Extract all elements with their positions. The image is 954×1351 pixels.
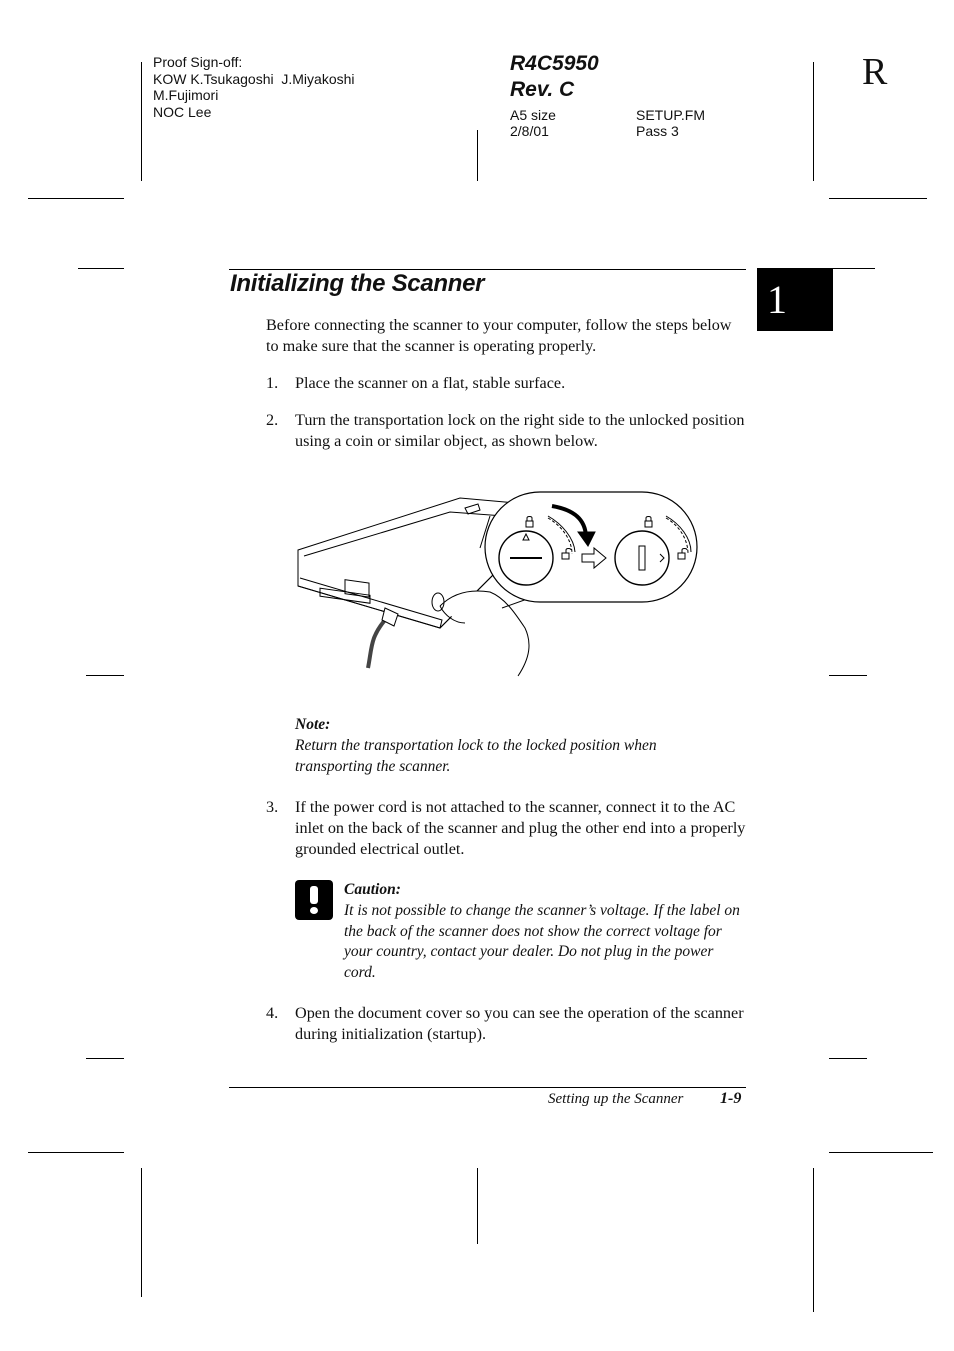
crop-mark: [28, 198, 124, 199]
note-text: Return the transportation lock to the locked position when transporting the scanner.: [295, 737, 657, 775]
step-text: Place the scanner on a flat, stable surface.: [295, 374, 566, 392]
proof-name-2: M.Fujimori: [153, 87, 219, 103]
caution-heading: Caution:: [344, 881, 401, 898]
crop-mark: [28, 1152, 124, 1153]
step-text: Turn the transportation lock on the right side to the unlocked position using a coin or similar object, as shown below.: [295, 411, 745, 450]
crop-mark: [141, 62, 142, 181]
crop-mark: [829, 1058, 867, 1059]
step-number: 2.: [266, 411, 279, 429]
crop-mark: [477, 130, 478, 181]
crop-mark: [829, 268, 875, 269]
crop-mark: [477, 1168, 478, 1244]
crop-mark: [86, 1058, 124, 1059]
meta-pass: Pass 3: [636, 123, 679, 139]
intro-paragraph: Before connecting the scanner to your computer, follow the steps below to make sure that the scanner is operating properly.: [266, 316, 732, 355]
meta-date: 2/8/01: [510, 123, 549, 139]
step-text: Open the document cover so you can see the operation of the scanner during initialization (startup).: [295, 1004, 744, 1043]
step-text: If the power cord is not attached to the scanner, connect it to the AC inlet on the back of the scanner and plug the other end into a properly grounded electrical outlet.: [295, 798, 746, 858]
step-number: 3.: [266, 798, 279, 816]
proof-label: Proof Sign-off:: [153, 54, 243, 70]
model-code: R4C5950: [510, 52, 599, 75]
footer-section: Setting up the Scanner: [548, 1091, 684, 1107]
caution-text: It is not possible to change the scanner’s voltage. If the label on the back of the scanner does not show the correct voltage for your country, contact your dealer. Do not plug in the power cord.: [344, 902, 740, 981]
transport-lock-illustration: [290, 488, 710, 678]
crop-mark: [813, 1168, 814, 1312]
proof-names: KOW K.Tsukagoshi J.Miyakoshi: [153, 70, 355, 87]
proof-signoff: [153, 54, 453, 120]
crop-mark: [829, 675, 867, 676]
revision: Rev. C: [510, 78, 575, 101]
page-number: 1-9: [720, 1090, 742, 1107]
proof-name-3: NOC Lee: [153, 103, 212, 120]
footer-rule: [229, 1087, 746, 1088]
meta-file: SETUP.FM: [636, 107, 705, 123]
crop-mark: [78, 268, 124, 269]
caution-exclamation-icon: [295, 880, 333, 920]
crop-mark: [813, 62, 814, 181]
meta-size: A5 size: [510, 107, 556, 123]
crop-mark: [829, 1152, 933, 1153]
crop-mark: [86, 675, 124, 676]
crop-mark: [141, 1168, 142, 1297]
corner-letter: R: [862, 51, 888, 93]
chapter-tab: [757, 268, 833, 331]
section-title: Initializing the Scanner: [230, 270, 485, 297]
note-heading: Note:: [295, 716, 331, 733]
step-number: 4.: [266, 1004, 279, 1022]
crop-mark: [829, 198, 927, 199]
chapter-number: 1: [767, 277, 787, 322]
step-number: 1.: [266, 374, 279, 392]
